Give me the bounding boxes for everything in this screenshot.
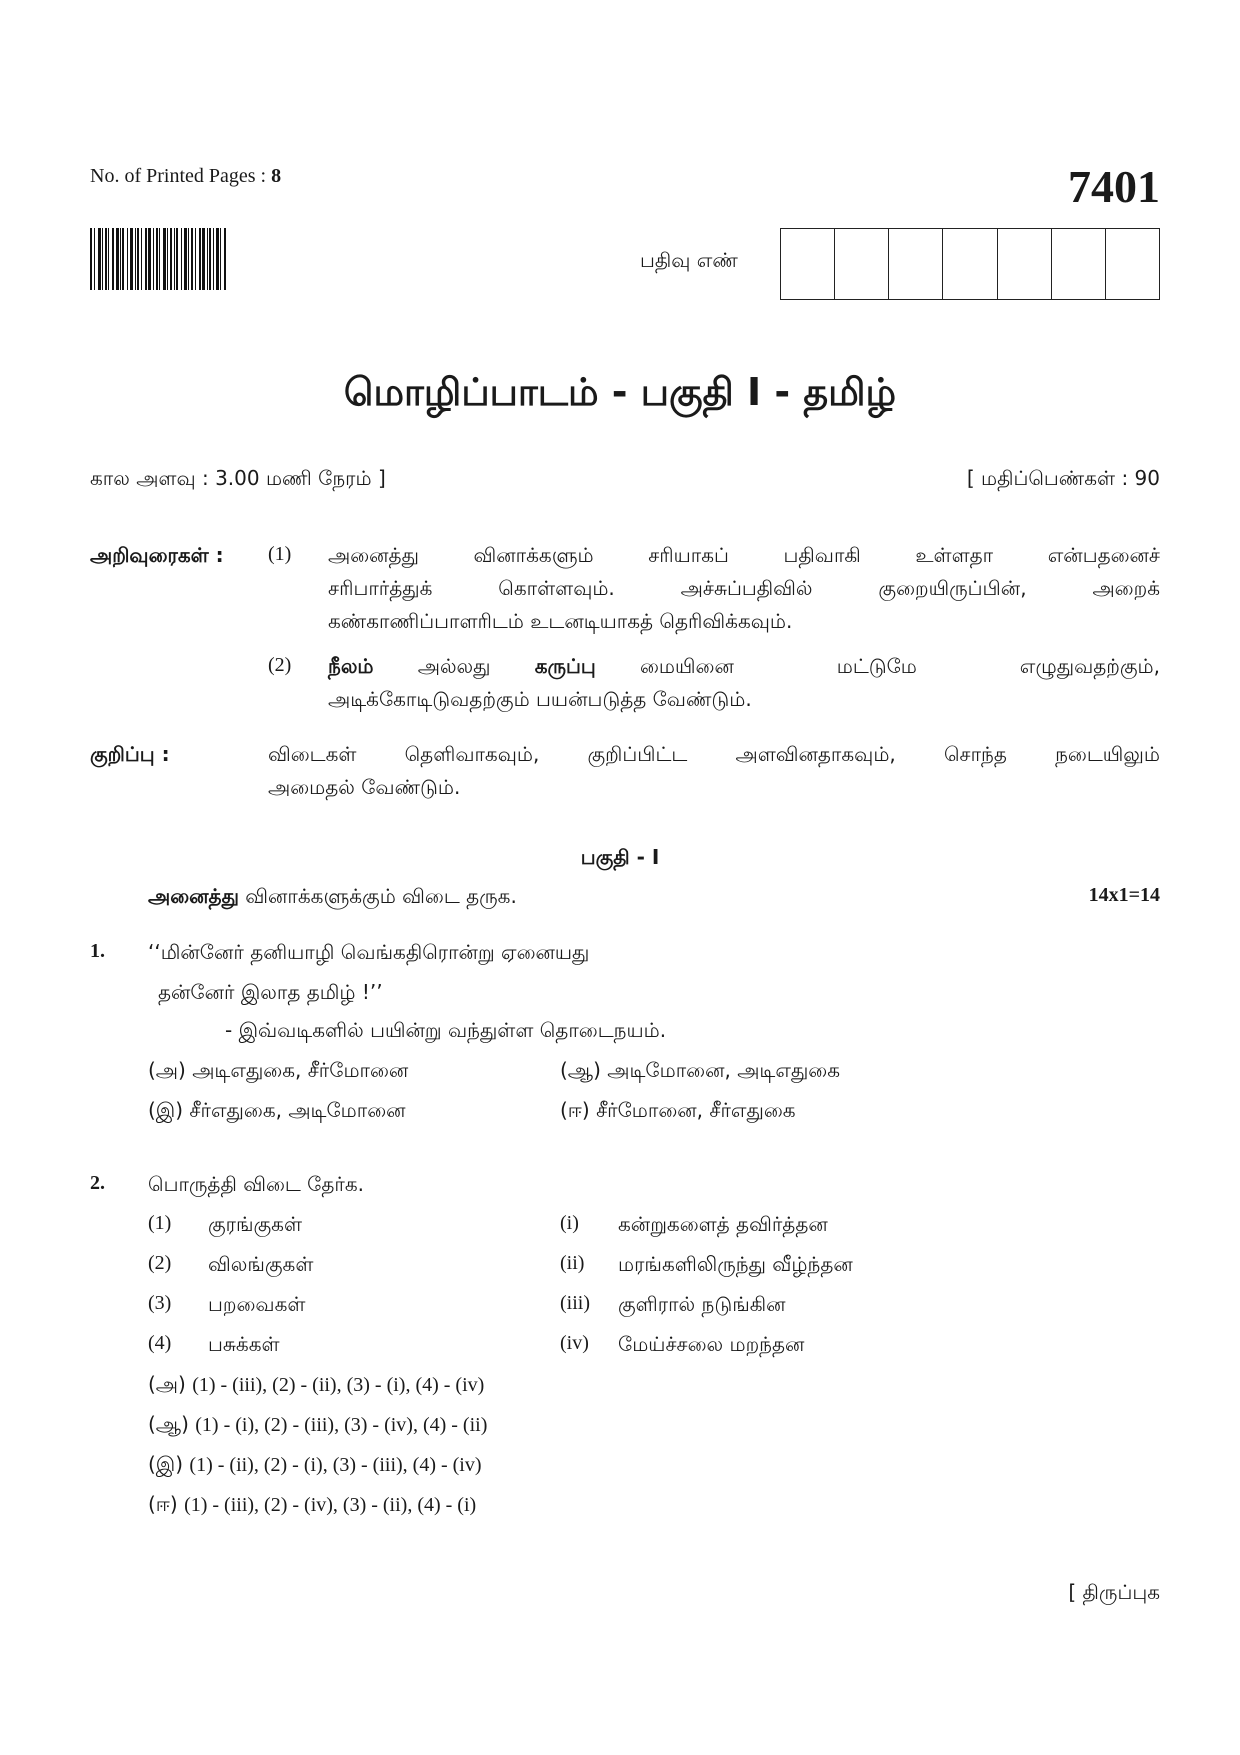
- max-marks: [ மதிப்பெண்கள் : 90: [966, 466, 1160, 490]
- instruction-2-line-1: [328, 654, 1160, 681]
- instruction-1-line-1: அனைத்து வினாக்களும் சரியாகப் பதிவாகி உள்ளதா என்பதனைச்: [328, 543, 1160, 567]
- instruction-2-rest: மையினை மட்டுமே எழுதுவதற்கும்,: [640, 654, 1160, 678]
- instruction-2-line-2: அடிக்கோடிடுவதற்கும் பயன்படுத்த வேண்டும்.: [328, 687, 752, 711]
- reg-number-label: பதிவு எண்: [640, 248, 738, 272]
- q2-option-c[interactable]: [148, 1452, 482, 1479]
- option-text: அடிமோனை, அடிஎதுகை: [607, 1058, 840, 1082]
- reg-digit-box[interactable]: [998, 229, 1052, 299]
- match-right-text: மரங்களிலிருந்து வீழ்ந்தன: [618, 1252, 853, 1276]
- q1-line-1: ‘‘மின்னேர் தனியாழி வெங்கதிரொன்று ஏனையது: [148, 940, 590, 964]
- reg-digit-box[interactable]: [1052, 229, 1106, 299]
- q2-option-b[interactable]: [148, 1412, 487, 1439]
- q2-number: 2.: [90, 1172, 105, 1194]
- barcode: [90, 228, 260, 290]
- q1-option-b[interactable]: [560, 1058, 840, 1085]
- instructions-label: அறிவுரைகள் :: [90, 543, 224, 567]
- note-label: குறிப்பு :: [90, 742, 170, 766]
- option-label: (ஈ): [148, 1492, 178, 1516]
- match-left-text: குரங்குகள்: [208, 1212, 303, 1236]
- section-instruction: [148, 884, 517, 911]
- time-allowed: கால அளவு : 3.00 மணி நேரம் ]: [90, 466, 386, 490]
- match-right-text: குளிரால் நடுங்கின: [618, 1292, 786, 1316]
- option-label: (இ): [148, 1098, 184, 1122]
- match-left-num: (3): [148, 1292, 172, 1314]
- q2-stem: பொருத்தி விடை தேர்க.: [148, 1172, 364, 1196]
- option-text: (1) - (iii), (2) - (ii), (3) - (i), (4) - (iv): [192, 1374, 485, 1396]
- option-label: (இ): [148, 1452, 184, 1476]
- section-instruction-bold: அனைத்து: [148, 884, 239, 908]
- paper-code: 7401: [1068, 161, 1160, 212]
- ink-black: கருப்பு: [534, 654, 596, 678]
- reg-digit-box[interactable]: [835, 229, 889, 299]
- option-text: (1) - (ii), (2) - (i), (3) - (iii), (4) - (iv): [189, 1454, 482, 1476]
- option-label: (ஆ): [560, 1058, 601, 1082]
- match-right-text: மேய்ச்சலை மறந்தன: [618, 1332, 805, 1356]
- option-text: (1) - (iii), (2) - (iv), (3) - (ii), (4) - (i): [184, 1494, 477, 1516]
- option-text: சீர்மோனை, சீர்எதுகை: [596, 1098, 796, 1122]
- match-left-num: (1): [148, 1212, 172, 1234]
- printed-pages: [90, 165, 281, 188]
- option-label: (அ): [148, 1058, 186, 1082]
- or-word: அல்லது: [417, 654, 491, 678]
- page-title: மொழிப்பாடம் - பகுதி I - தமிழ்: [343, 370, 897, 414]
- printed-pages-label: No. of Printed Pages :: [90, 165, 272, 187]
- match-right-num: (iii): [560, 1292, 590, 1314]
- note-line-1: விடைகள் தெளிவாகவும், குறிப்பிட்ட அளவினதாகவும், சொந்த நடையிலும்: [268, 742, 1160, 766]
- section-title: பகுதி - I: [580, 845, 660, 869]
- q1-line-2: தன்னேர் இலாத தமிழ் !’’: [158, 980, 383, 1004]
- ink-blue: நீலம்: [328, 654, 374, 678]
- match-right-text: கன்றுகளைத் தவிர்த்தன: [618, 1212, 828, 1236]
- reg-digit-box[interactable]: [889, 229, 943, 299]
- option-label: (ஈ): [560, 1098, 590, 1122]
- match-left-num: (2): [148, 1252, 172, 1274]
- turn-over: [ திருப்புக: [1068, 1580, 1160, 1604]
- match-right-num: (ii): [560, 1252, 585, 1274]
- match-right-num: (iv): [560, 1332, 589, 1354]
- reg-digit-box[interactable]: [943, 229, 997, 299]
- instruction-1-number: (1): [268, 543, 292, 565]
- section-instruction-rest: வினாக்களுக்கும் விடை தருக.: [238, 884, 517, 908]
- instruction-1-line-3: கண்காணிப்பாளரிடம் உடனடியாகத் தெரிவிக்கவும்.: [328, 609, 793, 633]
- printed-pages-value: 8: [271, 165, 282, 187]
- q2-option-d[interactable]: [148, 1492, 476, 1519]
- q1-line-3: - இவ்வடிகளில் பயின்று வந்துள்ள தொடைநயம்.: [225, 1018, 667, 1042]
- reg-number-boxes[interactable]: [780, 228, 1160, 300]
- note-line-2: அமைதல் வேண்டும்.: [268, 775, 461, 799]
- q1-option-c[interactable]: [148, 1098, 406, 1125]
- option-text: சீர்எதுகை, அடிமோனை: [189, 1098, 406, 1122]
- instruction-1-line-2: சரிபார்த்துக் கொள்ளவும். அச்சுப்பதிவில் குறையிருப்பின், அறைக்: [328, 576, 1160, 600]
- reg-digit-box[interactable]: [781, 229, 835, 299]
- option-text: அடிஎதுகை, சீர்மோனை: [192, 1058, 409, 1082]
- match-left-text: பறவைகள்: [208, 1292, 306, 1316]
- q2-option-a[interactable]: [148, 1372, 484, 1399]
- match-left-num: (4): [148, 1332, 172, 1354]
- option-label: (அ): [148, 1372, 186, 1396]
- section-marks: 14x1=14: [1088, 884, 1160, 906]
- instruction-2-number: (2): [268, 654, 292, 676]
- q1-option-a[interactable]: [148, 1058, 408, 1085]
- match-left-text: பசுக்கள்: [208, 1332, 280, 1356]
- reg-digit-box[interactable]: [1106, 229, 1159, 299]
- q1-option-d[interactable]: [560, 1098, 796, 1125]
- option-text: (1) - (i), (2) - (iii), (3) - (iv), (4) - (ii): [195, 1414, 488, 1436]
- q1-number: 1.: [90, 940, 105, 962]
- match-left-text: விலங்குகள்: [208, 1252, 314, 1276]
- option-label: (ஆ): [148, 1412, 189, 1436]
- match-right-num: (i): [560, 1212, 579, 1234]
